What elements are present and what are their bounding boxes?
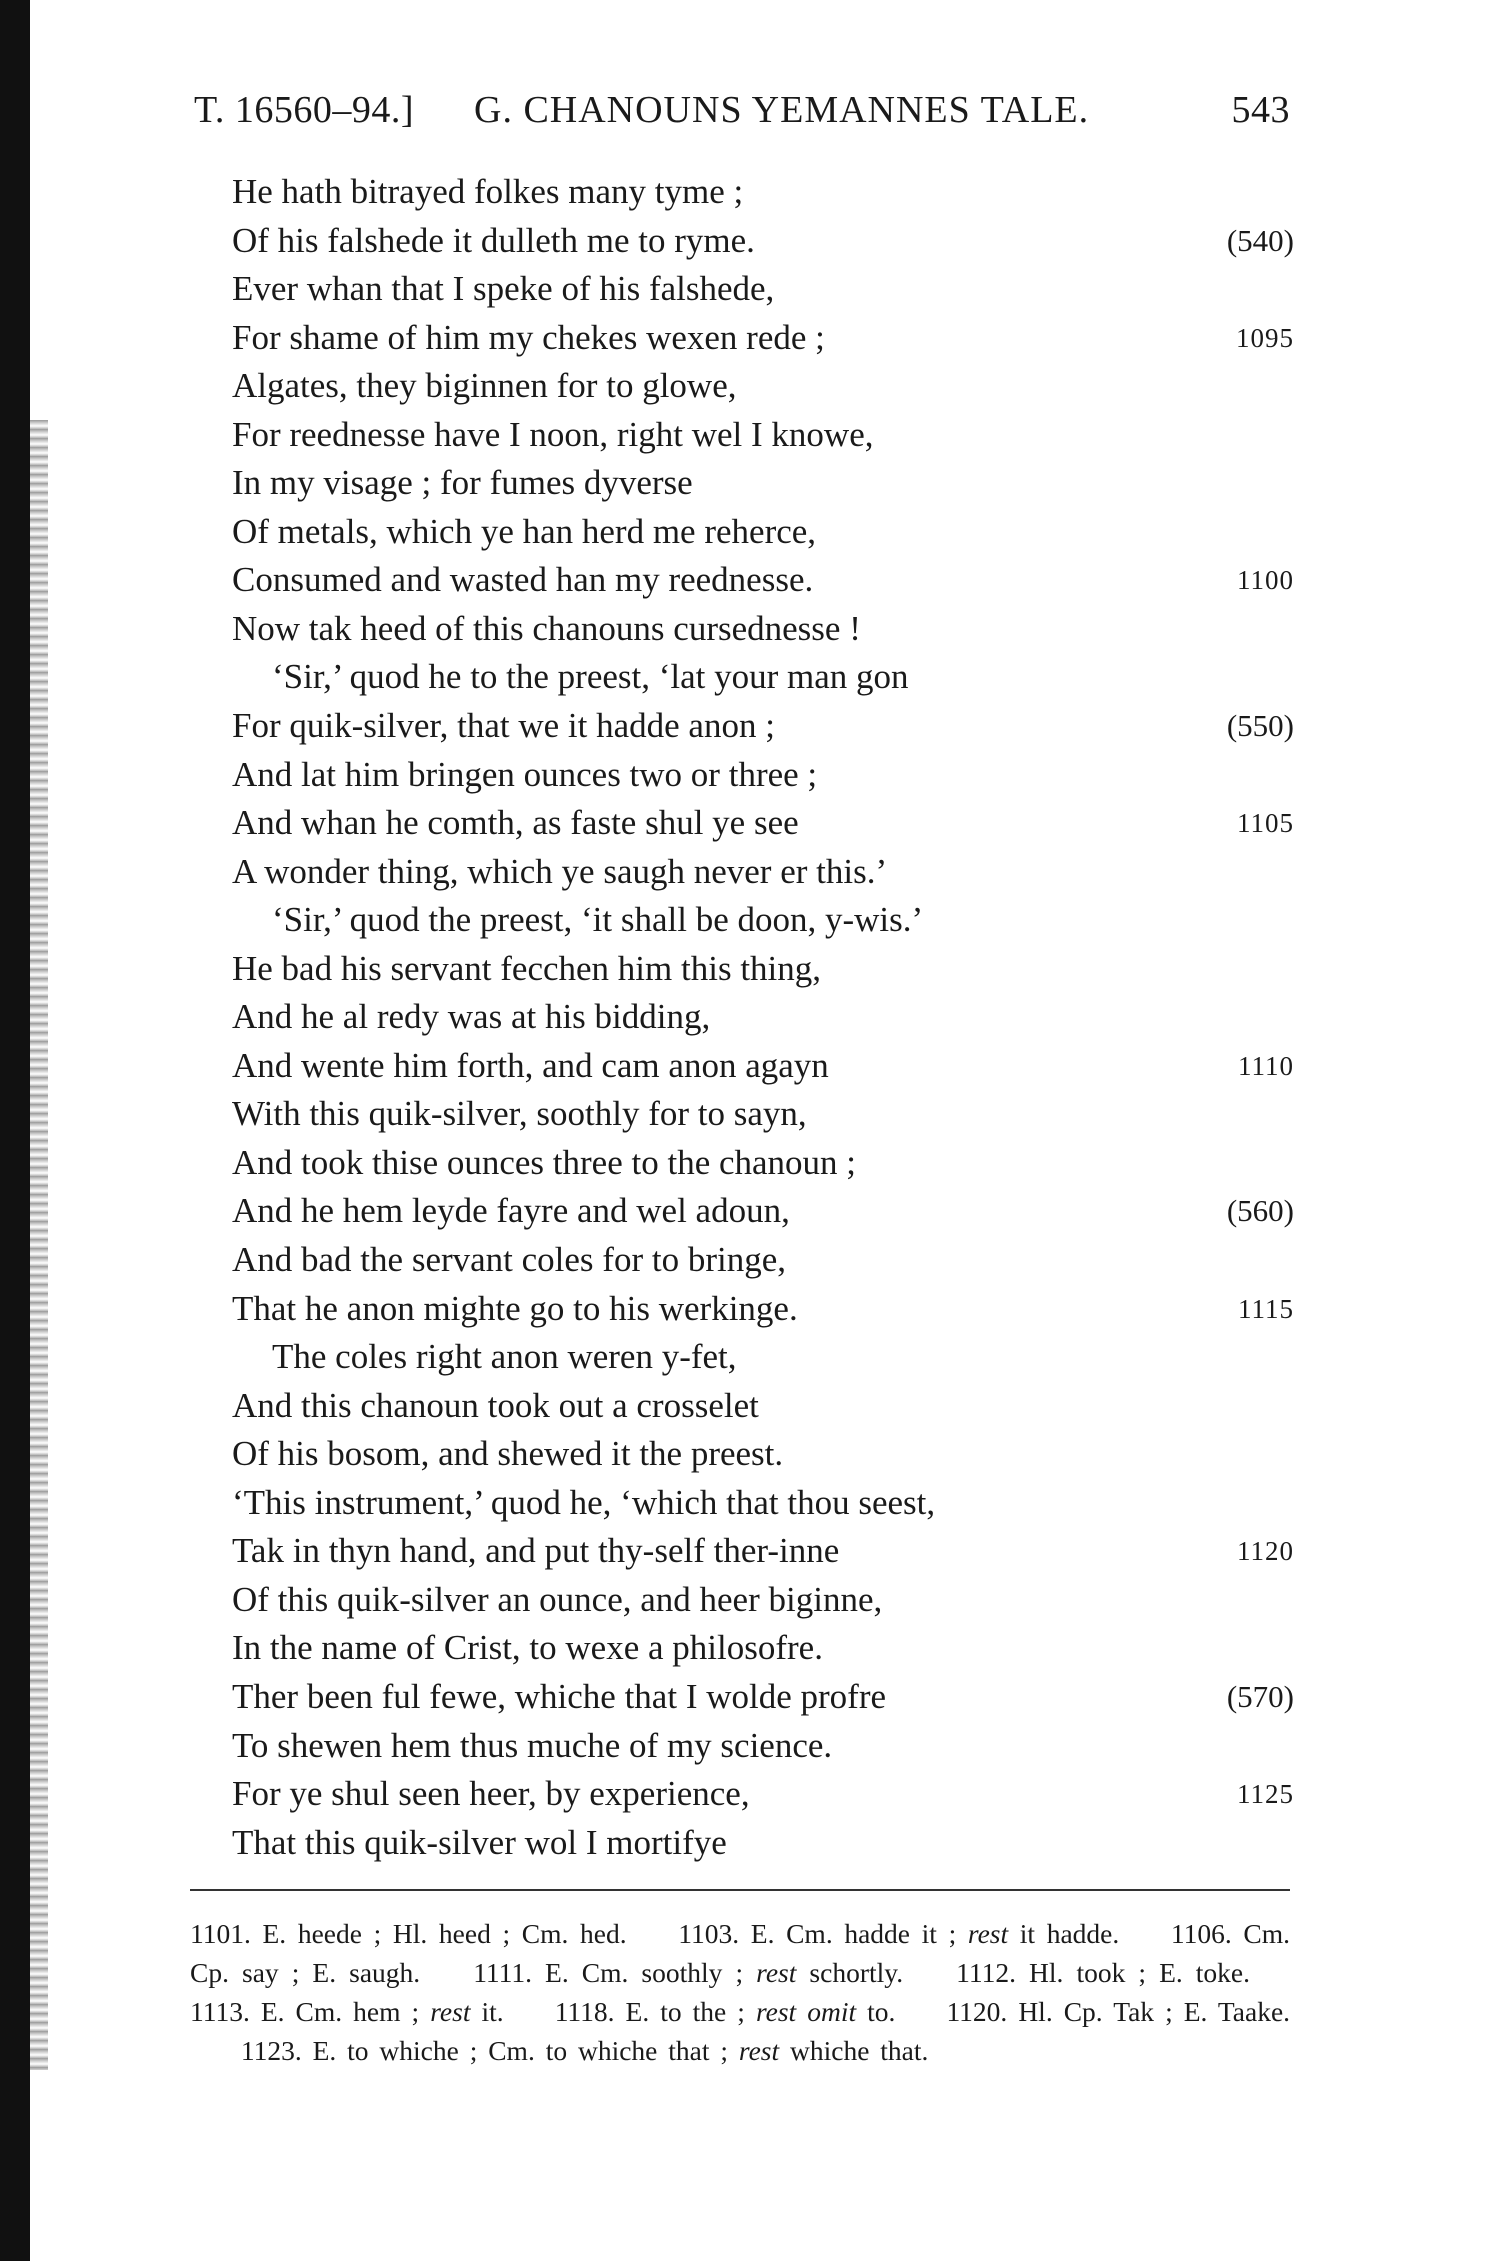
verse-line: [232, 1479, 1294, 1528]
verse-text: And whan he comth, as faste shul ye see: [232, 803, 799, 843]
footnote-1106: 1106. Cm. Cp. say ; E. saugh.: [190, 1918, 1291, 1988]
verse-line: [232, 993, 1294, 1042]
verse-text: In the name of Crist, to wexe a philosofre.: [232, 1628, 823, 1668]
verse-text: Consumed and wasted han my reednesse.: [232, 560, 814, 600]
verse-text: And took thise ounces three to the chanoun ;: [232, 1142, 857, 1182]
verse-text: And he al redy was at his bidding,: [232, 997, 711, 1037]
verse-line: [232, 1624, 1294, 1673]
verse-text: The coles right anon weren y-fet,: [272, 1337, 737, 1377]
verse-text: He hath bitrayed folkes many tyme ;: [232, 172, 744, 211]
verse-text: And lat him bringen ounces two or three ;: [232, 754, 818, 794]
footnote-1111: 1111. E. Cm. soothly ; rest schortly.: [473, 1957, 904, 1988]
verse-text: And he hem leyde fayre and wel adoun,: [232, 1191, 790, 1231]
verse-text: For ye shul seen heer, by experience,: [232, 1774, 750, 1814]
verse-text: And this chanoun took out a crosselet: [232, 1385, 759, 1425]
verse-line: [232, 508, 1294, 557]
verse-line: [232, 459, 1294, 508]
verse-text: Tak in thyn hand, and put thy-self ther-inne: [232, 1531, 840, 1571]
line-reference: T. 16560–94.]: [194, 89, 415, 131]
footnote-1101: 1101. E. heede ; Hl. heed ; Cm. hed.: [190, 1918, 627, 1949]
verse-text: Of this quik-silver an ounce, and heer biginne,: [232, 1579, 883, 1619]
running-header: [194, 82, 1290, 138]
verse-text: Of metals, which ye han herd me reherce,: [232, 511, 817, 551]
verse-line: [232, 1236, 1294, 1285]
verse-text: ‘Sir,’ quod the preest, ‘it shall be doon, y-wis.’: [272, 900, 924, 940]
verse-line: [232, 1187, 1294, 1236]
verse-text: And wente him forth, and cam anon agayn: [232, 1045, 829, 1085]
verse-line: [232, 848, 1294, 897]
line-number: 1110: [1238, 1050, 1294, 1081]
verse-text: For shame of him my chekes wexen rede ;: [232, 317, 825, 357]
verse-text: Of his bosom, and shewed it the preest.: [232, 1434, 784, 1474]
verse-line: [232, 168, 1294, 217]
verse-line: [232, 653, 1294, 702]
footnote-1118: 1118. E. to the ; rest omit to.: [554, 1996, 896, 2027]
verse-line: [232, 314, 1294, 363]
verse-line: [232, 1333, 1294, 1382]
line-number: 1125: [1237, 1779, 1294, 1810]
verse-line: [232, 1673, 1294, 1722]
verse-line: [232, 1382, 1294, 1431]
verse-line: [232, 411, 1294, 460]
verse-text: For quik-silver, that we it hadde anon ;: [232, 706, 775, 746]
verse-line: [232, 217, 1294, 266]
verse-text: ‘Sir,’ quod he to the preest, ‘lat your man gon: [272, 657, 909, 697]
page-title: G. CHANOUNS YEMANNES TALE.: [474, 89, 1090, 131]
line-number: (560): [1226, 1193, 1294, 1229]
line-number: 1115: [1238, 1293, 1294, 1324]
verse-line: [232, 1576, 1294, 1625]
footnote-1123: 1123. E. to whiche ; Cm. to whiche that ; rest whiche that.: [240, 2035, 929, 2066]
binding-edge: [0, 0, 30, 2261]
verse-text: Of his falshede it dulleth me to ryme.: [232, 220, 755, 260]
verse-line: [232, 945, 1294, 994]
page-number: 543: [1231, 89, 1290, 131]
verse-line: [232, 265, 1294, 314]
line-number: 1120: [1237, 1536, 1294, 1567]
line-number: 1105: [1237, 808, 1294, 839]
line-number: 1095: [1236, 322, 1294, 353]
verse-line: [232, 1139, 1294, 1188]
verse-block: [232, 168, 1294, 1867]
footnote-1113: 1113. E. Cm. hem ; rest it.: [190, 1996, 504, 2027]
verse-line: [232, 1770, 1294, 1819]
line-number: (550): [1226, 708, 1294, 744]
verse-line: [232, 1430, 1294, 1479]
verse-text: A wonder thing, which ye saugh never er this.’: [232, 851, 888, 891]
verse-line: [232, 751, 1294, 800]
verse-line: [232, 556, 1294, 605]
verse-line: [232, 799, 1294, 848]
footnote-1103: 1103. E. Cm. hadde it ; rest it hadde.: [678, 1918, 1120, 1949]
line-number: 1100: [1237, 565, 1294, 596]
verse-text: For reednesse have I noon, right wel I knowe,: [232, 414, 874, 454]
verse-text: Algates, they biginnen for to glowe,: [232, 366, 737, 406]
verse-line: [232, 362, 1294, 411]
verse-line: [232, 1090, 1294, 1139]
verse-text: And bad the servant coles for to bringe,: [232, 1240, 787, 1280]
verse-text: He bad his servant fecchen him this thing,: [232, 948, 822, 988]
verse-text: Ther been ful fewe, whiche that I wolde profre: [232, 1676, 887, 1716]
footnotes: [190, 1914, 1290, 2070]
line-number: (540): [1226, 222, 1294, 258]
verse-text: In my visage ; for fumes dyverse: [232, 463, 693, 503]
line-number: (570): [1226, 1678, 1294, 1714]
verse-line: [232, 896, 1294, 945]
verse-line: [232, 605, 1294, 654]
verse-line: [232, 1285, 1294, 1334]
verse-line: [232, 702, 1294, 751]
verse-text: With this quik-silver, soothly for to sayn,: [232, 1094, 807, 1134]
footnote-1112: 1112. Hl. took ; E. toke.: [956, 1957, 1251, 1988]
verse-line: [232, 1722, 1294, 1771]
verse-line: [232, 1819, 1294, 1868]
verse-text: That he anon mighte go to his werkinge.: [232, 1288, 798, 1328]
footnote-rule: [190, 1889, 1290, 1891]
verse-line: [232, 1042, 1294, 1091]
verse-text: Ever whan that I speke of his falshede,: [232, 269, 775, 309]
verse-text: Now tak heed of this chanouns cursednesse !: [232, 608, 861, 648]
verse-text: To shewen hem thus muche of my science.: [232, 1725, 833, 1765]
verse-text: That this quik-silver wol I mortifye: [232, 1822, 727, 1862]
footnote-1120: 1120. Hl. Cp. Tak ; E. Taake.: [946, 1996, 1291, 2027]
verse-text: ‘This instrument,’ quod he, ‘which that thou seest,: [232, 1482, 936, 1522]
verse-line: [232, 1527, 1294, 1576]
